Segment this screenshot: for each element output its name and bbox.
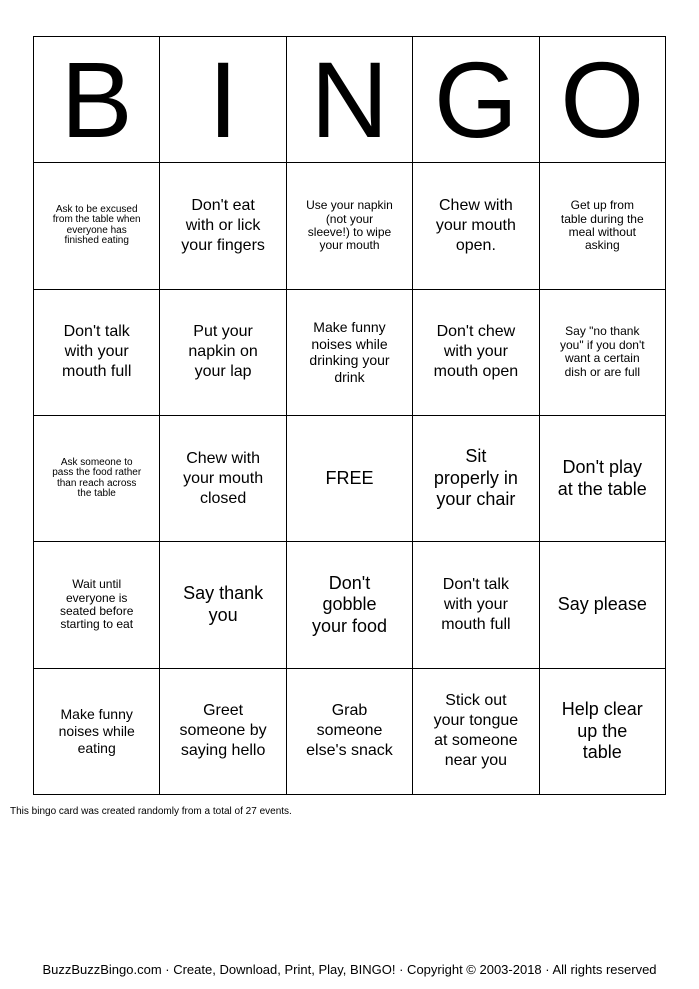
bingo-cell: Don't talk with your mouth full xyxy=(413,542,539,668)
bingo-cell: Help clear up the table xyxy=(540,669,666,795)
bingo-cell: Chew with your mouth open. xyxy=(413,163,539,289)
bingo-cell: Make funny noises while drinking your drink xyxy=(287,290,413,416)
header-letter-b: B xyxy=(34,37,160,163)
header-letter-i: I xyxy=(160,37,286,163)
bingo-cell: Grab someone else's snack xyxy=(287,669,413,795)
header-letter-n: N xyxy=(287,37,413,163)
bingo-cell: Say thank you xyxy=(160,542,286,668)
free-space-cell: FREE xyxy=(287,416,413,542)
header-letter-o: O xyxy=(540,37,666,163)
footer-copyright: BuzzBuzzBingo.com · Create, Download, Print, Play, BINGO! · Copyright © 2003-2018 · All rights reserved xyxy=(42,962,657,977)
bingo-cell: Get up from table during the meal without asking xyxy=(540,163,666,289)
bingo-cell: Ask someone to pass the food rather than reach across the table xyxy=(34,416,160,542)
bingo-cell: Chew with your mouth closed xyxy=(160,416,286,542)
bingo-cell: Don't eat with or lick your fingers xyxy=(160,163,286,289)
bingo-cell: Wait until everyone is seated before starting to eat xyxy=(34,542,160,668)
bingo-cell: Don't chew with your mouth open xyxy=(413,290,539,416)
bingo-cell: Greet someone by saying hello xyxy=(160,669,286,795)
bingo-cell: Don't play at the table xyxy=(540,416,666,542)
bingo-cell: Use your napkin (not your sleeve!) to wipe your mouth xyxy=(287,163,413,289)
bingo-cell: Stick out your tongue at someone near you xyxy=(413,669,539,795)
header-letter-g: G xyxy=(413,37,539,163)
bingo-cell: Put your napkin on your lap xyxy=(160,290,286,416)
bingo-cell: Don't gobble your food xyxy=(287,542,413,668)
bingo-cell: Ask to be excused from the table when everyone has finished eating xyxy=(34,163,160,289)
bingo-cell: Say "no thank you" if you don't want a certain dish or are full xyxy=(540,290,666,416)
bingo-cell: Say please xyxy=(540,542,666,668)
bingo-cell: Sit properly in your chair xyxy=(413,416,539,542)
card-note: This bingo card was created randomly from a total of 27 events. xyxy=(10,806,292,817)
bingo-card xyxy=(33,36,666,795)
bingo-cell: Make funny noises while eating xyxy=(34,669,160,795)
bingo-cell: Don't talk with your mouth full xyxy=(34,290,160,416)
